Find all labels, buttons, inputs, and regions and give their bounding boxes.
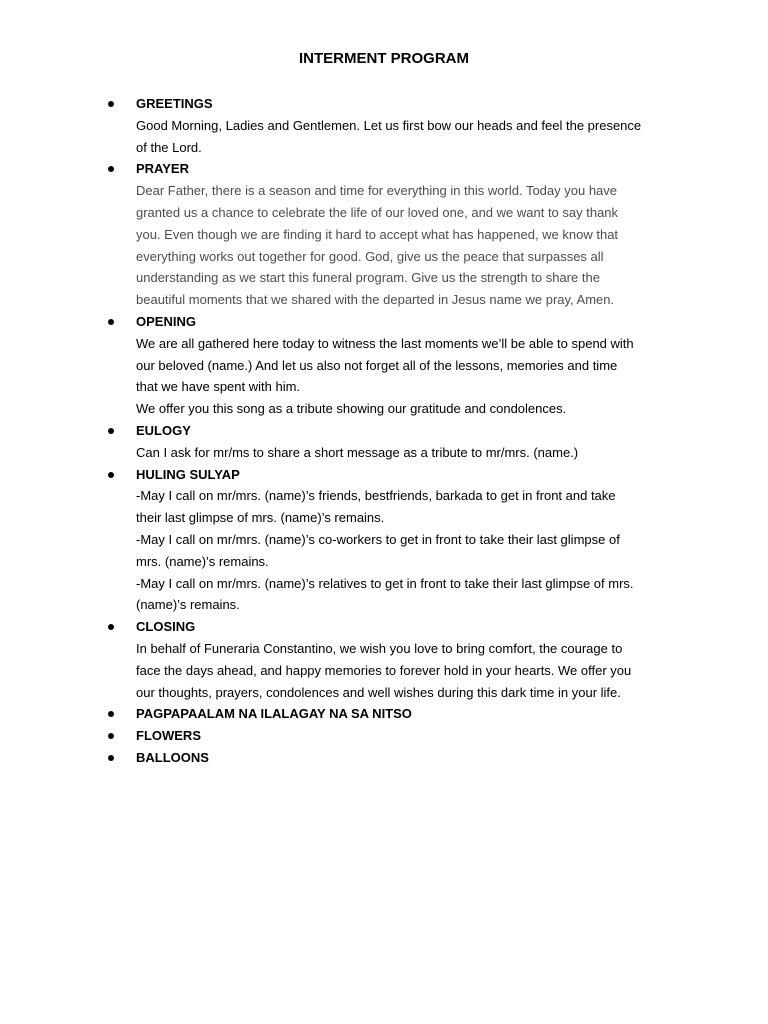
body-line: In behalf of Funeraria Constantino, we wish you love to bring comfort, the courage to: [136, 640, 623, 656]
list-item-flowers: [108, 725, 678, 747]
program-list: [108, 93, 678, 769]
body-line: We offer you this song as a tribute showing our gratitude and condolences.: [136, 401, 567, 417]
body-line: face the days ahead, and happy memories to forever hold in your hearts. We offer you: [136, 662, 632, 678]
bullet-icon: [108, 624, 114, 630]
bullet-icon: [108, 166, 114, 172]
section-heading: OPENING: [136, 313, 196, 329]
body-line: Dear Father, there is a season and time for everything in this world. Today you have: [136, 183, 618, 199]
body-line: of the Lord.: [136, 139, 202, 155]
body-line: granted us a chance to celebrate the life of our loved one, and we want to say thank: [136, 204, 619, 220]
bullet-icon: [108, 472, 114, 478]
section-heading: HULING SULYAP: [136, 466, 240, 482]
body-line: you. Even though we are finding it hard to accept what has happened, we know that: [136, 226, 619, 242]
section-heading: PRAYER: [136, 161, 189, 177]
body-line: everything works out together for good. God, give us the peace that surpasses all: [136, 248, 604, 264]
list-item-pagpapaalam: [108, 703, 678, 725]
body-line: -May I call on mr/mrs. (name)’s co-workers to get in front to take their last glimpse of: [136, 531, 620, 547]
list-item-eulogy: [108, 420, 678, 464]
list-item-greetings: [108, 93, 678, 158]
section-heading: GREETINGS: [136, 96, 213, 111]
list-item-opening: [108, 311, 678, 420]
body-line: beautiful moments that we shared with the departed in Jesus name we pray, Amen.: [136, 292, 615, 308]
body-line: their last glimpse of mrs. (name)’s remains.: [136, 510, 385, 526]
section-heading: FLOWERS: [136, 728, 201, 744]
body-line: Good Morning, Ladies and Gentlemen. Let us first bow our heads and feel the presence: [136, 117, 642, 133]
bullet-icon: [108, 711, 114, 717]
body-line: (name)’s remains.: [136, 597, 240, 613]
bullet-icon: [108, 101, 114, 107]
bullet-icon: [108, 319, 114, 325]
list-item-huling-sulyap: [108, 464, 678, 617]
bullet-icon: [108, 428, 114, 434]
body-line: -May I call on mr/mrs. (name)’s relatives to get in front to take their last glimpse of mrs.: [136, 575, 634, 591]
body-line: our beloved (name.) And let us also not forget all of the lessons, memories and time: [136, 357, 618, 373]
page-title: INTERMENT PROGRAM: [299, 50, 469, 67]
body-line: our thoughts, prayers, condolences and well wishes during this dark time in your life.: [136, 684, 621, 700]
bullet-icon: [108, 755, 114, 761]
section-heading: BALLOONS: [136, 749, 209, 765]
list-item-closing: [108, 616, 678, 703]
section-heading: PAGPAPAALAM NA ILALAGAY NA SA NITSO: [136, 706, 412, 722]
section-heading: EULOGY: [136, 422, 191, 438]
body-line: that we have spent with him.: [136, 379, 301, 395]
section-heading: CLOSING: [136, 619, 196, 635]
body-line: mrs. (name)’s remains.: [136, 553, 269, 569]
body-line: -May I call on mr/mrs. (name)’s friends, bestfriends, barkada to get in front and take: [136, 488, 616, 504]
body-line: We are all gathered here today to witness the last moments we’ll be able to spend with: [136, 335, 634, 351]
list-item-prayer: [108, 158, 678, 311]
body-line: understanding as we start this funeral program. Give us the strength to share the: [136, 270, 600, 286]
list-item-balloons: [108, 747, 678, 769]
body-line: Can I ask for mr/ms to share a short message as a tribute to mr/mrs. (name.): [136, 444, 579, 460]
bullet-icon: [108, 733, 114, 739]
